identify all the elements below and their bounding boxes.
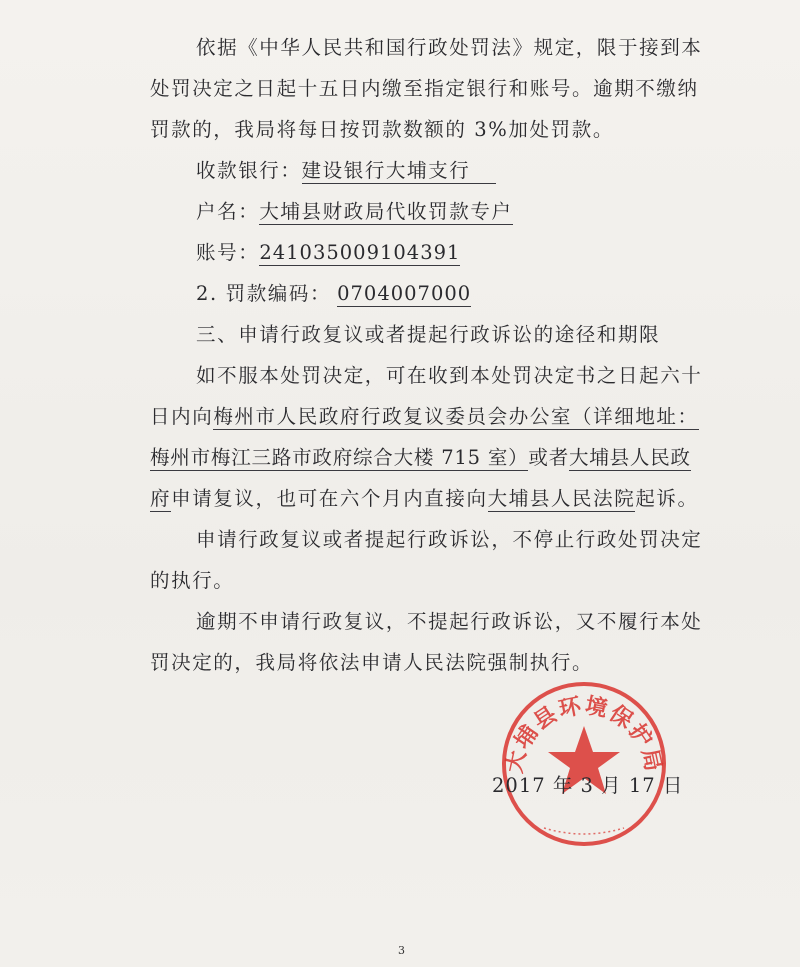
para2-or: 或者 xyxy=(528,446,570,469)
account-no-label: 账号： xyxy=(196,241,260,264)
para1-line2: 处罚决定之日起十五日内缴至指定银行和账号。逾期不缴纳 xyxy=(150,77,699,100)
review-office: 梅州市人民政府行政复议委员会办公室（详细地址： xyxy=(213,405,699,428)
para2-line2 xyxy=(150,403,699,431)
para2-line4-end: 起诉。 xyxy=(635,487,699,510)
para3-line2: 的执行。 xyxy=(150,569,235,592)
fine-code-label: 2. 罚款编码： xyxy=(196,282,332,305)
county-government-end: 府 xyxy=(150,487,172,510)
section3-heading: 三、申请行政复议或者提起行政诉讼的途径和期限 xyxy=(196,323,661,346)
county-court: 大埔县人民法院 xyxy=(487,487,636,510)
account-no-value: 241035009104391 xyxy=(259,241,461,264)
fine-code-row xyxy=(196,280,471,308)
office-address: 梅州市梅江三路市政府综合大楼 715 室） xyxy=(150,446,529,469)
law-reference: 依据《中华人民共和国行政处罚法》 xyxy=(196,36,534,59)
para1-line1 xyxy=(196,34,702,62)
bank-label: 收款银行： xyxy=(196,159,302,182)
official-seal-icon xyxy=(498,678,670,850)
bank-value: 建设银行大埔支行 xyxy=(302,159,497,184)
para2-line3 xyxy=(150,444,691,472)
para2-line1: 如不服本处罚决定，可在收到本处罚决定书之日起六十 xyxy=(196,364,703,387)
para2-line2-prefix: 日内向 xyxy=(150,405,214,428)
para3-line1: 申请行政复议或者提起行政诉讼，不停止行政处罚决定 xyxy=(196,528,703,551)
account-name-label: 户名： xyxy=(196,200,260,223)
document-date: 2017 年 3 月 17 日 xyxy=(492,774,684,797)
account-name-row xyxy=(196,198,513,226)
page-number: 3 xyxy=(398,944,405,957)
para1-line1-rest: 规定，限于接到本 xyxy=(533,36,703,59)
para1-line3: 罚款的，我局将每日按罚款数额的 3%加处罚款。 xyxy=(150,118,614,141)
para4-line2: 罚决定的，我局将依法申请人民法院强制执行。 xyxy=(150,651,594,674)
account-no-row xyxy=(196,239,460,267)
fine-code-value: 0704007000 xyxy=(337,282,472,305)
bank-row xyxy=(196,157,496,185)
para2-line4-mid: 申请复议，也可在六个月内直接向 xyxy=(171,487,488,510)
account-name-value: 大埔县财政局代收罚款专户 xyxy=(259,200,513,223)
seal-text: 大埔县环境保护局 xyxy=(501,692,667,776)
para2-line4 xyxy=(150,485,699,513)
county-government: 大埔县人民政 xyxy=(569,446,691,469)
para4-line1: 逾期不申请行政复议，不提起行政诉讼，又不履行本处 xyxy=(196,610,703,633)
